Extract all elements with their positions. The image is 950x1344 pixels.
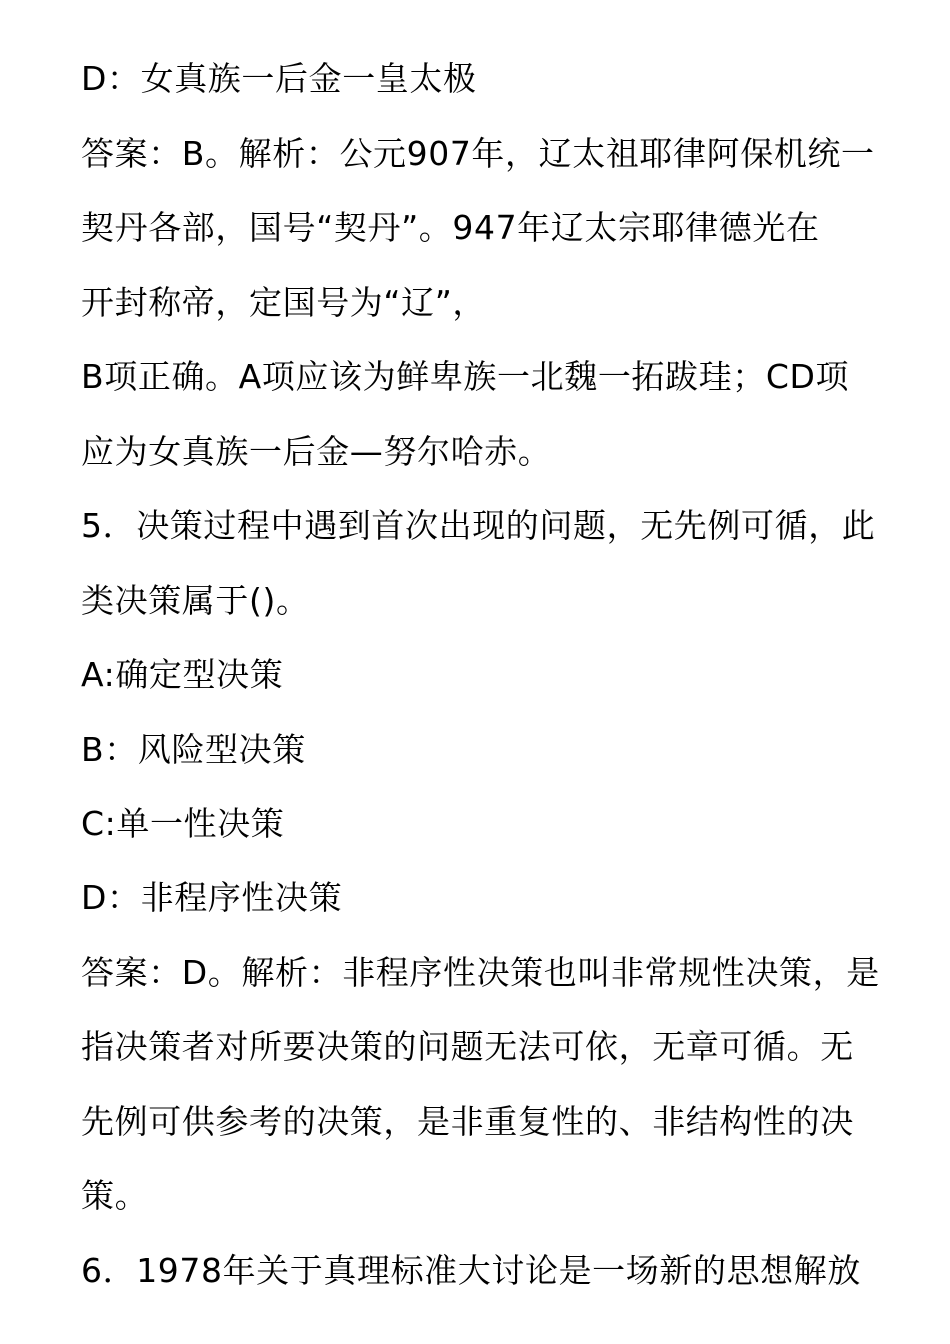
option-c-q5: C:单一性决策 xyxy=(81,804,285,843)
answer-q5-line-1: 答案：D。解析：非程序性决策也叫非常规性决策，是 xyxy=(81,953,880,992)
option-a-q5: A:确定型决策 xyxy=(81,655,284,694)
question-5-line-1: 5．决策过程中遇到首次出现的问题，无先例可循，此 xyxy=(81,506,876,545)
answer-q5-line-3: 先例可供参考的决策，是非重复性的、非结构性的决 xyxy=(81,1102,854,1141)
option-d-q5: D：非程序性决策 xyxy=(81,878,343,917)
question-6-line-1: 6．1978年关于真理标准大讨论是一场新的思想解放 xyxy=(81,1251,861,1290)
option-d-q4: D：女真族一后金一皇太极 xyxy=(81,59,477,98)
question-5-line-2: 类决策属于()。 xyxy=(81,581,310,620)
answer-q5-line-4: 策。 xyxy=(81,1176,149,1215)
answer-q5-line-2: 指决策者对所要决策的问题无法可依，无章可循。无 xyxy=(81,1027,854,1066)
answer-q4-line-1: 答案：B。解析：公元907年，辽太祖耶律阿保机统一 xyxy=(81,134,875,173)
answer-q4-line-5: 应为女真族一后金—努尔哈赤。 xyxy=(81,432,552,471)
answer-q4-line-2: 契丹各部，国号“契丹”。947年辽太宗耶律德光在 xyxy=(81,208,820,247)
answer-q4-line-3: 开封称帝，定国号为“辽”， xyxy=(81,283,486,322)
answer-q4-line-4: B项正确。A项应该为鲜卑族一北魏一拓跋珪；CD项 xyxy=(81,357,850,396)
option-b-q5: B：风险型决策 xyxy=(81,730,306,769)
